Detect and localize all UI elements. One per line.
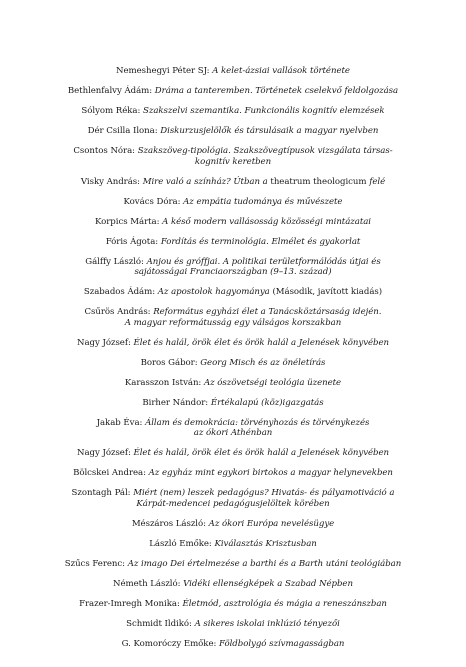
list-item — [0, 599, 466, 610]
entry-title: Anjou és gróffjai. A politikai területformálódás útjai és — [146, 256, 381, 267]
list-item — [0, 468, 466, 479]
entry-author: Visky András: — [80, 176, 141, 187]
entry-title: Az ókori Európa nevelésügye — [208, 518, 335, 529]
entry-title: Az imago Dei értelmezése a barthi és a Barth utáni teológiában — [127, 558, 402, 569]
entry-title-line2: Kárpát-medencei pedagógusjelöltek körében — [136, 498, 330, 509]
entry-title-line2: az ókori Athénban — [193, 428, 273, 438]
entry-author: Csontos Nóra: — [73, 146, 136, 156]
entry-title: Szakszöveg-tipológia. Szakszövegtípusok vizsgálata társas- — [137, 146, 393, 156]
entry-author: Gálffy László: — [85, 256, 144, 267]
entry-title: Miért (nem) leszek pedagógus? Hivatás- és pályamotiváció a — [133, 488, 395, 498]
entry-author: Szűcs Ferenc: — [64, 558, 126, 569]
entry-title: Földbolygó szívmagasságban — [219, 638, 345, 649]
entry-title: A kelet-ázsiai vallások története — [212, 66, 350, 76]
list-item — [0, 126, 466, 137]
entry-title: Az ószövetségi teológia üzenete — [203, 377, 342, 388]
list-item — [0, 579, 466, 590]
entry-title: Fordítás és terminológia. Elmélet és gyakorlat — [160, 236, 361, 247]
list-item — [0, 378, 466, 389]
entry-author: Nemeshegyi Péter SJ: — [116, 66, 210, 76]
list-item — [0, 217, 466, 228]
list-item — [0, 559, 466, 570]
entry-title-end: felé — [369, 176, 386, 187]
entry-author: Schmidt Ildikó: — [126, 618, 192, 629]
list-item — [0, 106, 466, 117]
entry-author: G. Komoróczy Emőke: — [121, 638, 217, 649]
entry-title: Állam és demokrácia: törvényhozás és törvénykezés — [145, 417, 370, 428]
entry-title-line2: A magyar reformátusság egy válságos korszakban — [124, 317, 342, 328]
entry-author: Karasszon István: — [124, 377, 202, 388]
entry-author: Bethlenfalvy Ádám: — [67, 86, 153, 96]
list-item — [0, 307, 466, 328]
entry-title: Élet és halál, örök élet és örök halál a Jelenések könyvében — [133, 337, 390, 348]
list-item — [0, 619, 466, 630]
list-item — [0, 358, 466, 369]
entry-author: Jakab Éva: — [96, 417, 143, 428]
entry-title: Értékalapú (köz)igazgatás — [210, 397, 324, 408]
list-item — [0, 519, 466, 530]
entry-title: A késő modern vallásosság közösségi mintázatai — [162, 216, 372, 227]
entry-author: Mészáros László: — [131, 518, 206, 529]
entry-author: László Emőke: — [149, 538, 212, 549]
entry-title: Diskurzusjelölők és társulásaik a magyar nyelvben — [160, 126, 379, 136]
entry-author: Csűrös András: — [84, 307, 151, 317]
list-item — [0, 177, 466, 188]
entry-title: Református egyházi élet a Tanácsköztársaság idején. — [153, 307, 382, 317]
list-item — [0, 86, 466, 97]
entry-author: Frazer-Imregh Monika: — [79, 598, 180, 609]
list-item — [0, 639, 466, 650]
entry-author: Birher Nándor: — [142, 397, 209, 408]
list-item — [0, 488, 466, 509]
entry-author: Nagy József: — [76, 337, 131, 348]
entry-author: Nagy József: — [76, 448, 131, 458]
entry-title: Mire való a színház? Útban a — [142, 176, 268, 187]
list-item — [0, 146, 466, 167]
entry-author: Boros Gábor: — [140, 357, 198, 368]
list-item — [0, 418, 466, 439]
entry-author: Dér Csilla Ilona: — [87, 126, 158, 136]
entry-author: Korpics Márta: — [94, 216, 160, 227]
entry-author: Szabados Ádám: — [83, 287, 156, 297]
entry-title: Kiválasztás Krisztusban — [214, 538, 317, 549]
entry-title-line2: sajátosságai Franciaországban (9–13. század) — [134, 267, 332, 277]
list-item — [0, 287, 466, 298]
entry-title-plain: (Második, javított kiadás) — [269, 287, 383, 297]
entry-title-plain: theatrum theologicum — [267, 176, 370, 187]
entry-title: Dráma a tanteremben. Történetek cselekvő feldolgozása — [154, 86, 399, 96]
entry-title: Georg Misch és az önéletírás — [200, 357, 326, 368]
list-item — [0, 539, 466, 550]
entry-title-line2: kognitív keretben — [194, 156, 272, 167]
entry-author: Németh László: — [113, 578, 181, 589]
entry-title: Az apostolok hagyománya — [157, 287, 270, 297]
entry-author: Szontagh Pál: — [71, 488, 131, 498]
book-series-list — [0, 66, 466, 659]
entry-title: Az empátia tudománya és művészete — [183, 196, 343, 207]
entry-title: Az egyház mint egykori birtokos a magyar helynevekben — [148, 468, 393, 478]
list-item — [0, 197, 466, 208]
entry-author: Bölcskei Andrea: — [73, 468, 146, 478]
entry-author: Sólyom Réka: — [81, 106, 141, 116]
list-item — [0, 398, 466, 409]
list-item — [0, 257, 466, 278]
entry-title: Élet és halál, örök élet és örök halál a Jelenések könyvében — [133, 448, 390, 458]
entry-title: Vidéki ellenségképek a Szabad Népben — [183, 578, 353, 589]
list-item — [0, 338, 466, 349]
entry-author: Kovács Dóra: — [123, 196, 181, 207]
entry-author: Fóris Ágota: — [105, 236, 159, 247]
list-item — [0, 66, 466, 77]
list-item — [0, 448, 466, 459]
entry-title: Szakszelvi szemantika. Funkcionális kognitív elemzések — [143, 106, 385, 116]
entry-title: Életmód, asztrológia és mágia a reneszánszban — [182, 598, 387, 609]
entry-title: A sikeres iskolai inklúzió tényezői — [194, 618, 340, 629]
list-item — [0, 237, 466, 248]
